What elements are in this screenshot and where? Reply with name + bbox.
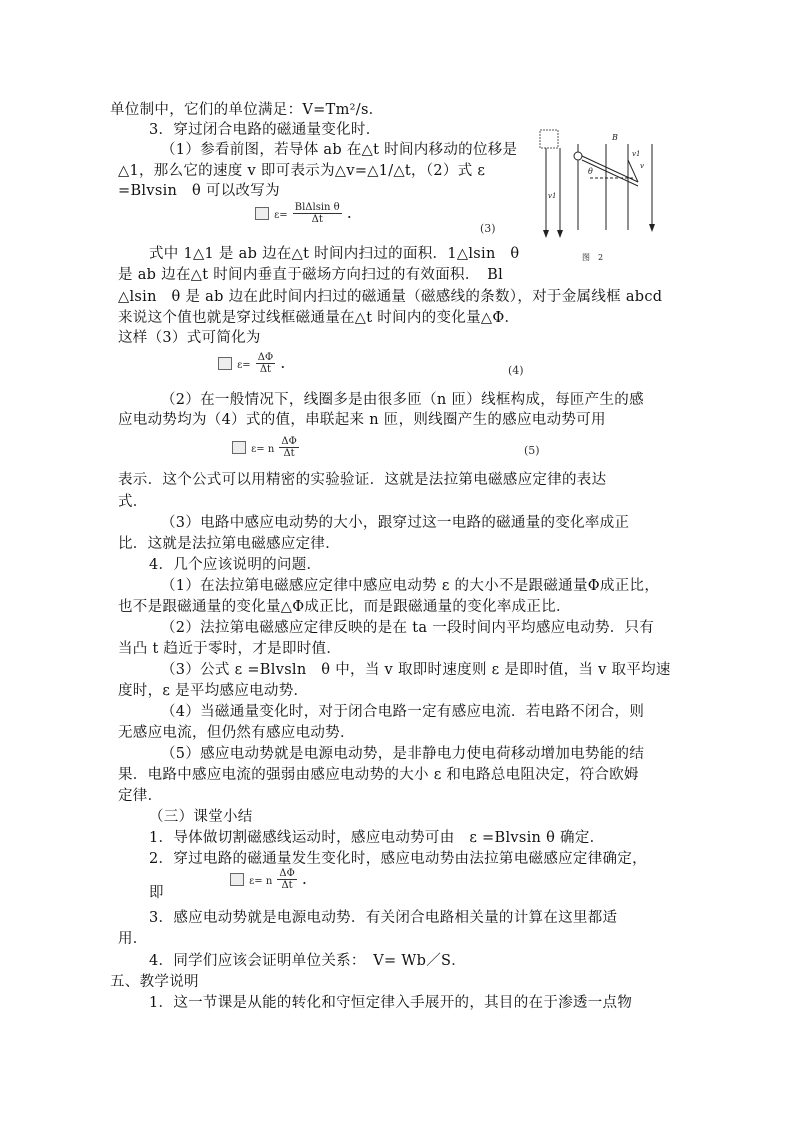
formula-3 <box>255 202 352 225</box>
fraction <box>256 352 275 375</box>
text-line: （3）电路中感应电动势的大小，跟穿过这一电路的磁通量的变化率成正 <box>161 515 630 531</box>
text-line: （三）课堂小结 <box>149 809 253 825</box>
fraction <box>293 202 342 225</box>
formula-suffix: . <box>346 203 352 222</box>
fraction-numerator: ΔΦ <box>279 868 295 879</box>
formula-prefix: ε= n <box>249 876 273 887</box>
text-line: 果．电路中感应电流的强弱由感应电动势的大小 ε 和电路总电阻决定，符合欧姆 <box>118 767 639 783</box>
text-line: 4．同学们应该会证明单位关系： V= Wb／S． <box>149 953 467 969</box>
text-line: 表示．这个公式可以用精密的实验验证．这就是法拉第电磁感应定律的表达 <box>118 472 607 488</box>
text-line: 4．几个应该说明的问题． <box>149 557 322 573</box>
text-line: （1）在法拉第电磁感应定律中感应电动势 ε 的大小不是跟磁通量Φ成正比， <box>161 578 660 594</box>
text-line: 2．穿过电路的磁通量发生变化时，感应电动势由法拉第电磁感应定律确定， <box>149 851 647 867</box>
text-line: =Blvsin θ 可以改写为 <box>118 183 280 199</box>
label-theta: θ <box>588 167 593 176</box>
text-line: △lsin θ 是 ab 边在此时间内扫过的磁通量（磁感线的条数），对于金属线框 abcd <box>118 289 663 305</box>
text-line: 五、教学说明 <box>110 974 199 990</box>
formula-5 <box>232 436 299 459</box>
formula-summary <box>230 868 307 891</box>
text-line: 单位制中，它们的单位满足：V=Tm²/s． <box>110 102 384 118</box>
formula-prefix: ε= <box>237 360 251 371</box>
label-v: v <box>640 162 644 170</box>
text-line: （2）法拉第电磁感应定律反映的是在 ta 一段时间内平均感应电动势．只有 <box>161 620 655 636</box>
text-line: 3．穿过闭合电路的磁通量变化时． <box>149 122 381 138</box>
text-line: （4）当磁通量变化时，对于闭合电路一定有感应电流．若电路不闭合，则 <box>161 704 645 720</box>
figure-frame <box>540 130 558 148</box>
velocity-vector <box>628 160 638 182</box>
pivot-icon <box>574 152 582 160</box>
formula-placeholder-icon <box>230 873 244 886</box>
equation-number-4: (4) <box>508 364 524 377</box>
text-line: 比．这就是法拉第电磁感应定律． <box>118 536 340 552</box>
text-line: 度时，ε 是平均感应电动势． <box>118 683 309 699</box>
fraction-numerator: ΔΦ <box>257 352 274 363</box>
label-v1-left: v1 <box>548 192 557 200</box>
fraction <box>279 436 298 459</box>
text-line: （2）在一般情况下，线圈多是由很多匝（n 匝）线框构成，每匝产生的感 <box>161 392 644 408</box>
fraction-denominator: Δt <box>281 880 293 891</box>
figure-caption: 图 2 <box>582 253 604 262</box>
formula-suffix: . <box>280 353 286 372</box>
formula-prefix: ε= <box>274 210 288 221</box>
fraction-denominator: Δt <box>311 214 323 225</box>
fraction-denominator: Δt <box>259 364 272 375</box>
text-line: 3．感应电动势就是电源电动势．有关闭合电路相关量的计算在这里都适 <box>149 910 618 926</box>
text-line: 这样（3）式可简化为 <box>118 330 261 346</box>
text-line: （3）公式 ε =Blvsln θ 中，当 v 取即时速度则 ε 是即时值，当 v 取平均速 <box>161 662 671 678</box>
text-line: 式中 1△1 是 ab 边在△t 时间内扫过的面积．1△lsin θ <box>149 246 520 262</box>
formula-4 <box>218 352 285 375</box>
text-line: 用． <box>118 931 148 947</box>
equation-number-5: (5) <box>524 444 540 457</box>
label-v1: v1 <box>632 150 641 158</box>
formula-placeholder-icon <box>255 207 269 220</box>
text-line: 当凸 t 趋近于零时，才是即时值． <box>118 641 342 657</box>
text-line: 1．导体做切割磁感线运动时，感应电动势可由 ε =Blvsin θ 确定． <box>149 830 605 846</box>
text-line: 应电动势均为（4）式的值，串联起来 n 匝，则线圈产生的感应电动势可用 <box>118 412 606 428</box>
label-B: B <box>612 133 618 142</box>
formula-prefix: ε= n <box>251 444 275 455</box>
arrow-down-icon <box>557 230 563 238</box>
fraction <box>277 868 296 891</box>
text-line: 来说这个值也就是穿过线框磁通量在△t 时间内的变化量△Φ． <box>118 310 520 326</box>
fraction-numerator: BlΔlsin θ <box>294 202 340 213</box>
text-line: 是 ab 边在△t 时间内垂直于磁场方向扫过的有效面积． Bl <box>118 267 504 283</box>
formula-placeholder-icon <box>218 357 232 370</box>
equation-number-3: (3) <box>480 222 496 235</box>
arrow-down-icon <box>649 224 655 232</box>
arrow-down-icon <box>543 230 549 238</box>
text-line: 1．这一节课是从能的转化和守恒定律入手展开的，其目的在于渗透一点物 <box>149 995 633 1011</box>
induction-figure <box>538 126 658 266</box>
fraction-denominator: Δt <box>283 448 295 459</box>
text-line: △1，那么它的速度 v 即可表示为△v=△1/△t，（2）式 ε <box>118 163 486 179</box>
fraction-numerator: ΔΦ <box>281 436 297 447</box>
text-line: （1）参看前图，若导体 ab 在△t 时间内移动的位移是 <box>161 142 518 158</box>
text-line: 式． <box>118 494 148 510</box>
text-line: 定律． <box>118 788 163 804</box>
formula-placeholder-icon <box>232 441 246 454</box>
text-line: 也不是跟磁通量的变化量△Φ成正比，而是跟磁通量的变化率成正比． <box>118 599 571 615</box>
text-line: （5）感应电动势就是电源电动势，是非静电力使电荷移动增加电势能的结 <box>161 746 645 762</box>
text-line: 即 <box>149 885 164 901</box>
formula-suffix: . <box>301 869 307 888</box>
text-line: 无感应电流，但仍然有感应电动势． <box>118 725 355 741</box>
